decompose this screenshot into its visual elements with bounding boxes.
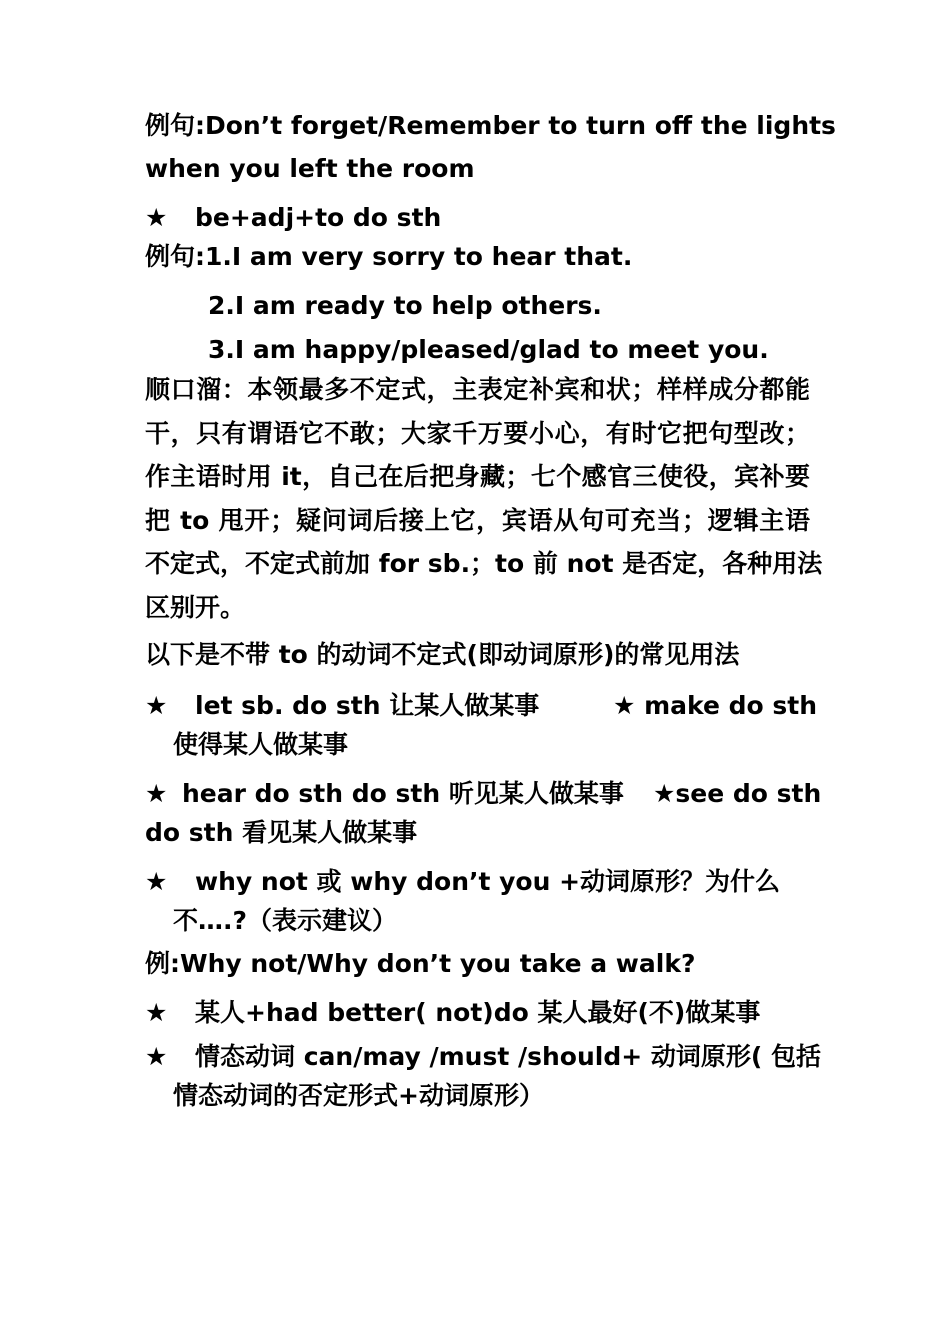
- star-icon: ★: [145, 203, 168, 232]
- star-icon: ★: [145, 998, 168, 1027]
- rule-make-cont: 使得某人做某事: [173, 730, 349, 759]
- rule-text: 某人+had better( not)do 某人最好(不)做某事: [195, 998, 761, 1027]
- example-why-not: 例:Why not/Why don’t you take a walk?: [145, 949, 696, 978]
- rhyme-line-2: 干，只有谓语它不敢；大家千万要小心，有时它把句型改；: [145, 419, 810, 448]
- rule-modal-cont: 情态动词的否定形式+动词原形）: [173, 1081, 544, 1110]
- star-icon: ★: [145, 867, 168, 896]
- rhyme-line-5: 不定式，不定式前加 for sb.；to 前 not 是否定，各种用法: [145, 549, 823, 578]
- rule-why-not: [145, 865, 810, 899]
- example-2: 2.I am ready to help others.: [208, 291, 602, 320]
- rhyme-line-1: 顺口溜：本领最多不定式，主表定补宾和状；样样成分都能: [145, 375, 810, 404]
- rule-let: [145, 689, 818, 723]
- rule-why-not-cont: 不….?（表示建议）: [173, 906, 397, 935]
- rule-hear: [145, 777, 822, 811]
- rule-text: why not 或 why don’t you +动词原形？为什么: [195, 867, 781, 896]
- rule-make: ★ make do sth: [613, 691, 818, 720]
- star-icon: ★: [145, 691, 168, 720]
- rule-text: hear do sth do sth 听见某人做某事: [182, 779, 624, 808]
- rule-text: be+adj+to do sth: [195, 203, 442, 232]
- rule-be-adj: [145, 201, 810, 235]
- example-line-1: 例句:Don’t forget/Remember to turn off the lights: [145, 111, 836, 140]
- example-3: 3.I am happy/pleased/glad to meet you.: [208, 335, 769, 364]
- star-icon: ★: [145, 1042, 168, 1071]
- rule-text: 情态动词 can/may /must /should+ 动词原形( 包括: [195, 1042, 822, 1071]
- rule-see-cont: do sth 看见某人做某事: [145, 818, 418, 847]
- star-icon: ★: [145, 779, 168, 808]
- section-heading: 以下是不带 to 的动词不定式(即动词原形)的常见用法: [145, 640, 740, 669]
- rule-had-better: [145, 996, 810, 1030]
- rule-see: ★see do sth: [653, 779, 822, 808]
- example-line-1-cont: when you left the room: [145, 154, 475, 183]
- rule-text: let sb. do sth 让某人做某事: [195, 691, 540, 720]
- example-1: 例句:1.I am very sorry to hear that.: [145, 242, 633, 271]
- rhyme-line-6: 区别开。: [145, 593, 246, 622]
- rule-modal: [145, 1040, 822, 1074]
- rhyme-line-4: 把 to 甩开；疑问词后接上它，宾语从句可充当；逻辑主语: [145, 506, 810, 535]
- rhyme-line-3: 作主语时用 it，自己在后把身藏；七个感官三使役，宾补要: [145, 462, 810, 491]
